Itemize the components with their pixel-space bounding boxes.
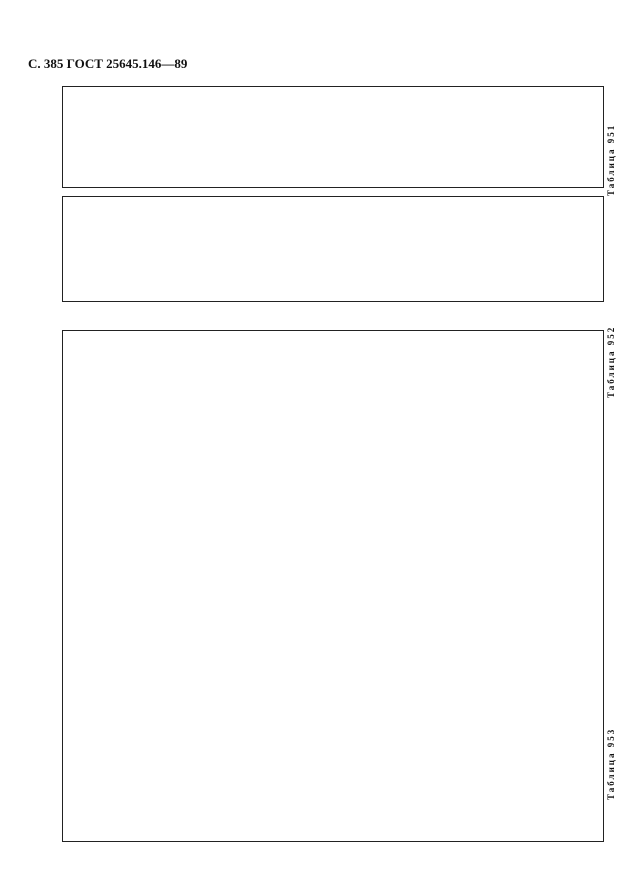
table-952	[62, 196, 604, 302]
page-header: С. 385 ГОСТ 25645.146—89	[28, 56, 188, 71]
table-caption-953: Таблица 953	[606, 727, 616, 800]
table-951	[62, 86, 604, 188]
table-caption-951: Таблица 951	[606, 123, 616, 196]
table-caption-952: Таблица 952	[606, 325, 616, 398]
table-953	[62, 330, 604, 842]
